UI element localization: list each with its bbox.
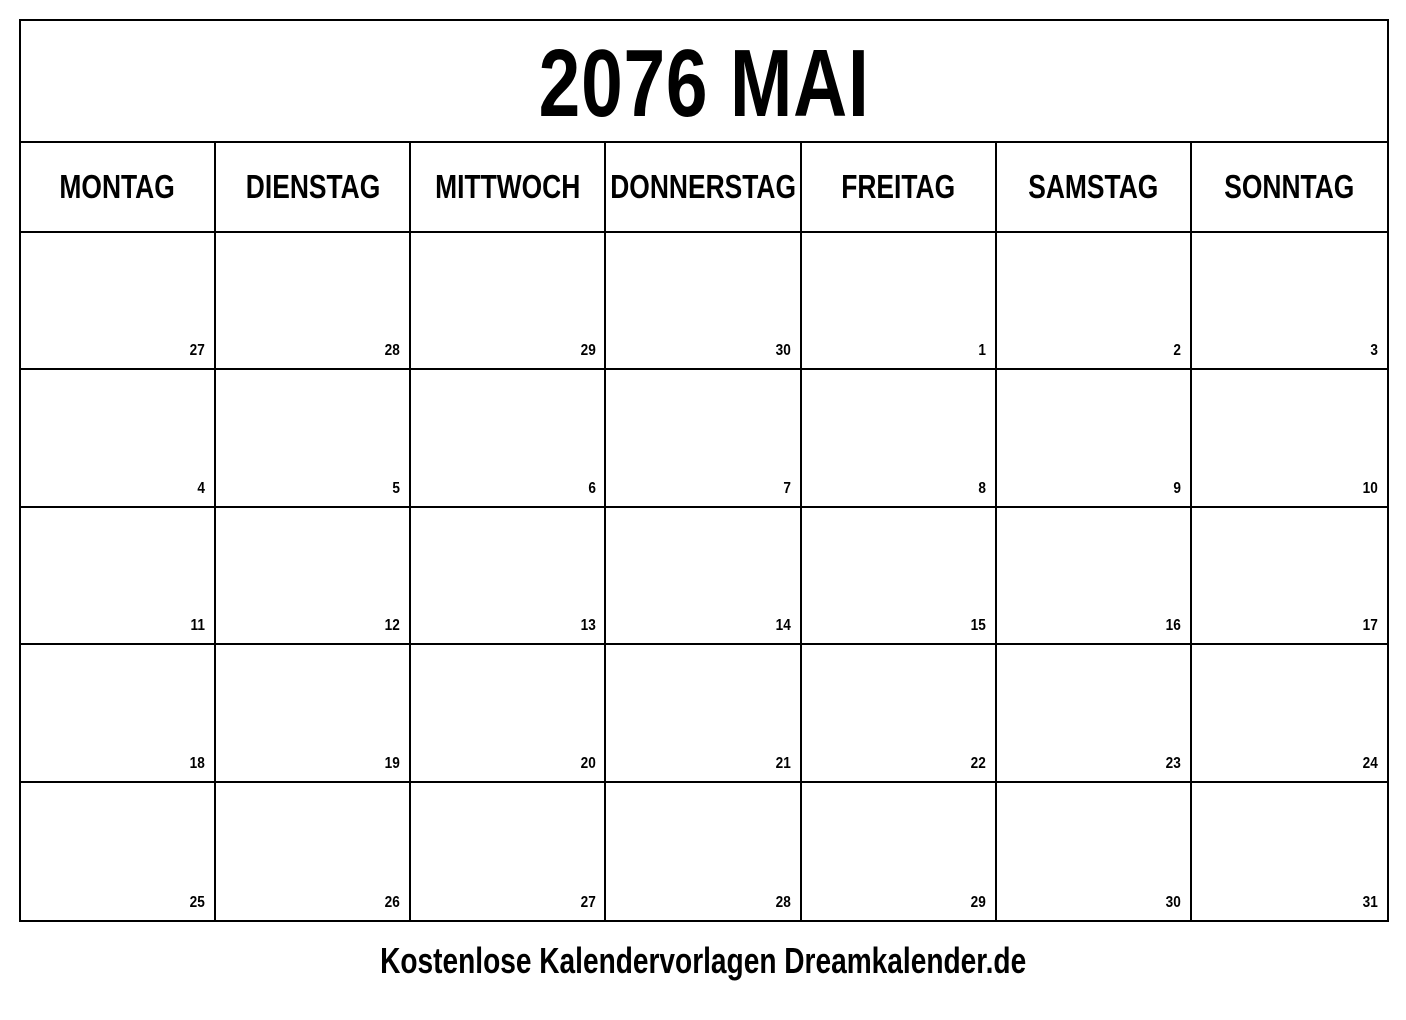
weekday-label: MONTAG — [59, 168, 176, 205]
day-cell — [997, 783, 1192, 920]
day-cell — [411, 370, 606, 505]
footer — [0, 940, 1406, 982]
day-cell — [802, 783, 997, 920]
day-cell — [997, 645, 1192, 780]
day-cell — [606, 645, 801, 780]
day-number: 26 — [385, 893, 401, 911]
day-cell — [216, 370, 411, 505]
day-number: 30 — [775, 342, 791, 360]
day-cell — [411, 508, 606, 643]
day-number: 29 — [970, 893, 986, 911]
weekday-wednesday — [411, 143, 606, 231]
day-cell — [802, 508, 997, 643]
weekday-thursday — [606, 143, 801, 231]
weekday-label: FREITAG — [841, 168, 956, 205]
week-row — [21, 783, 1387, 920]
day-cell — [1192, 783, 1387, 920]
day-cell — [411, 645, 606, 780]
weekday-label: DONNERSTAG — [610, 168, 796, 205]
day-cell — [21, 233, 216, 368]
day-number: 30 — [1165, 893, 1181, 911]
weekday-saturday — [997, 143, 1192, 231]
day-number: 12 — [385, 617, 401, 635]
weekday-sunday — [1192, 143, 1387, 231]
weekday-label: MITTWOCH — [435, 168, 581, 205]
day-cell — [216, 233, 411, 368]
day-number: 6 — [587, 479, 596, 497]
week-row — [21, 508, 1387, 645]
day-cell — [606, 370, 801, 505]
day-number: 19 — [385, 754, 401, 772]
day-number: 28 — [775, 893, 791, 911]
day-number: 8 — [978, 479, 986, 497]
day-cell — [606, 233, 801, 368]
day-cell — [1192, 508, 1387, 643]
day-cell — [1192, 645, 1387, 780]
day-cell — [1192, 370, 1387, 505]
day-number: 9 — [1173, 479, 1181, 497]
weekday-label: DIENSTAG — [245, 168, 380, 205]
day-number: 20 — [580, 754, 596, 772]
calendar-title: 2076 MAI — [538, 30, 870, 137]
day-number: 24 — [1362, 754, 1378, 772]
title-row — [21, 21, 1387, 143]
day-number: 31 — [1362, 893, 1378, 911]
weekday-label: SONNTAG — [1224, 168, 1355, 205]
day-number: 1 — [978, 342, 986, 360]
day-number: 3 — [1370, 342, 1378, 360]
day-cell — [21, 645, 216, 780]
footer-text: Kostenlose Kalendervorlagen Dreamkalender.de — [379, 940, 1027, 981]
day-number: 22 — [970, 754, 986, 772]
day-cell — [997, 508, 1192, 643]
day-cell — [21, 783, 216, 920]
day-number: 16 — [1165, 617, 1181, 635]
day-cell — [802, 233, 997, 368]
day-number: 13 — [580, 617, 596, 635]
day-cell — [1192, 233, 1387, 368]
day-cell — [411, 233, 606, 368]
week-row — [21, 370, 1387, 507]
day-number: 25 — [190, 893, 206, 911]
day-number: 11 — [190, 617, 206, 635]
calendar — [19, 19, 1389, 922]
day-cell — [411, 783, 606, 920]
day-cell — [21, 508, 216, 643]
day-cell — [606, 783, 801, 920]
day-number: 5 — [392, 479, 401, 497]
week-row — [21, 233, 1387, 370]
day-number: 21 — [775, 754, 791, 772]
day-number: 17 — [1362, 617, 1378, 635]
day-number: 14 — [775, 617, 791, 635]
day-number: 23 — [1165, 754, 1181, 772]
day-number: 27 — [580, 893, 596, 911]
day-number: 2 — [1173, 342, 1181, 360]
day-number: 15 — [970, 617, 986, 635]
weekday-monday — [21, 143, 216, 231]
week-row — [21, 645, 1387, 782]
day-number: 29 — [580, 342, 596, 360]
day-cell — [216, 783, 411, 920]
day-number: 7 — [782, 479, 791, 497]
weekday-tuesday — [216, 143, 411, 231]
day-cell — [802, 645, 997, 780]
day-cell — [802, 370, 997, 505]
day-cell — [997, 233, 1192, 368]
day-cell — [606, 508, 801, 643]
day-cell — [997, 370, 1192, 505]
day-cell — [216, 508, 411, 643]
day-number: 18 — [190, 754, 206, 772]
day-number: 10 — [1362, 479, 1378, 497]
day-number: 28 — [385, 342, 401, 360]
weekday-friday — [802, 143, 997, 231]
day-number: 27 — [190, 342, 206, 360]
day-number: 4 — [197, 479, 206, 497]
weekday-header-row — [21, 143, 1387, 233]
day-cell — [216, 645, 411, 780]
day-cell — [21, 370, 216, 505]
weekday-label: SAMSTAG — [1028, 168, 1159, 205]
